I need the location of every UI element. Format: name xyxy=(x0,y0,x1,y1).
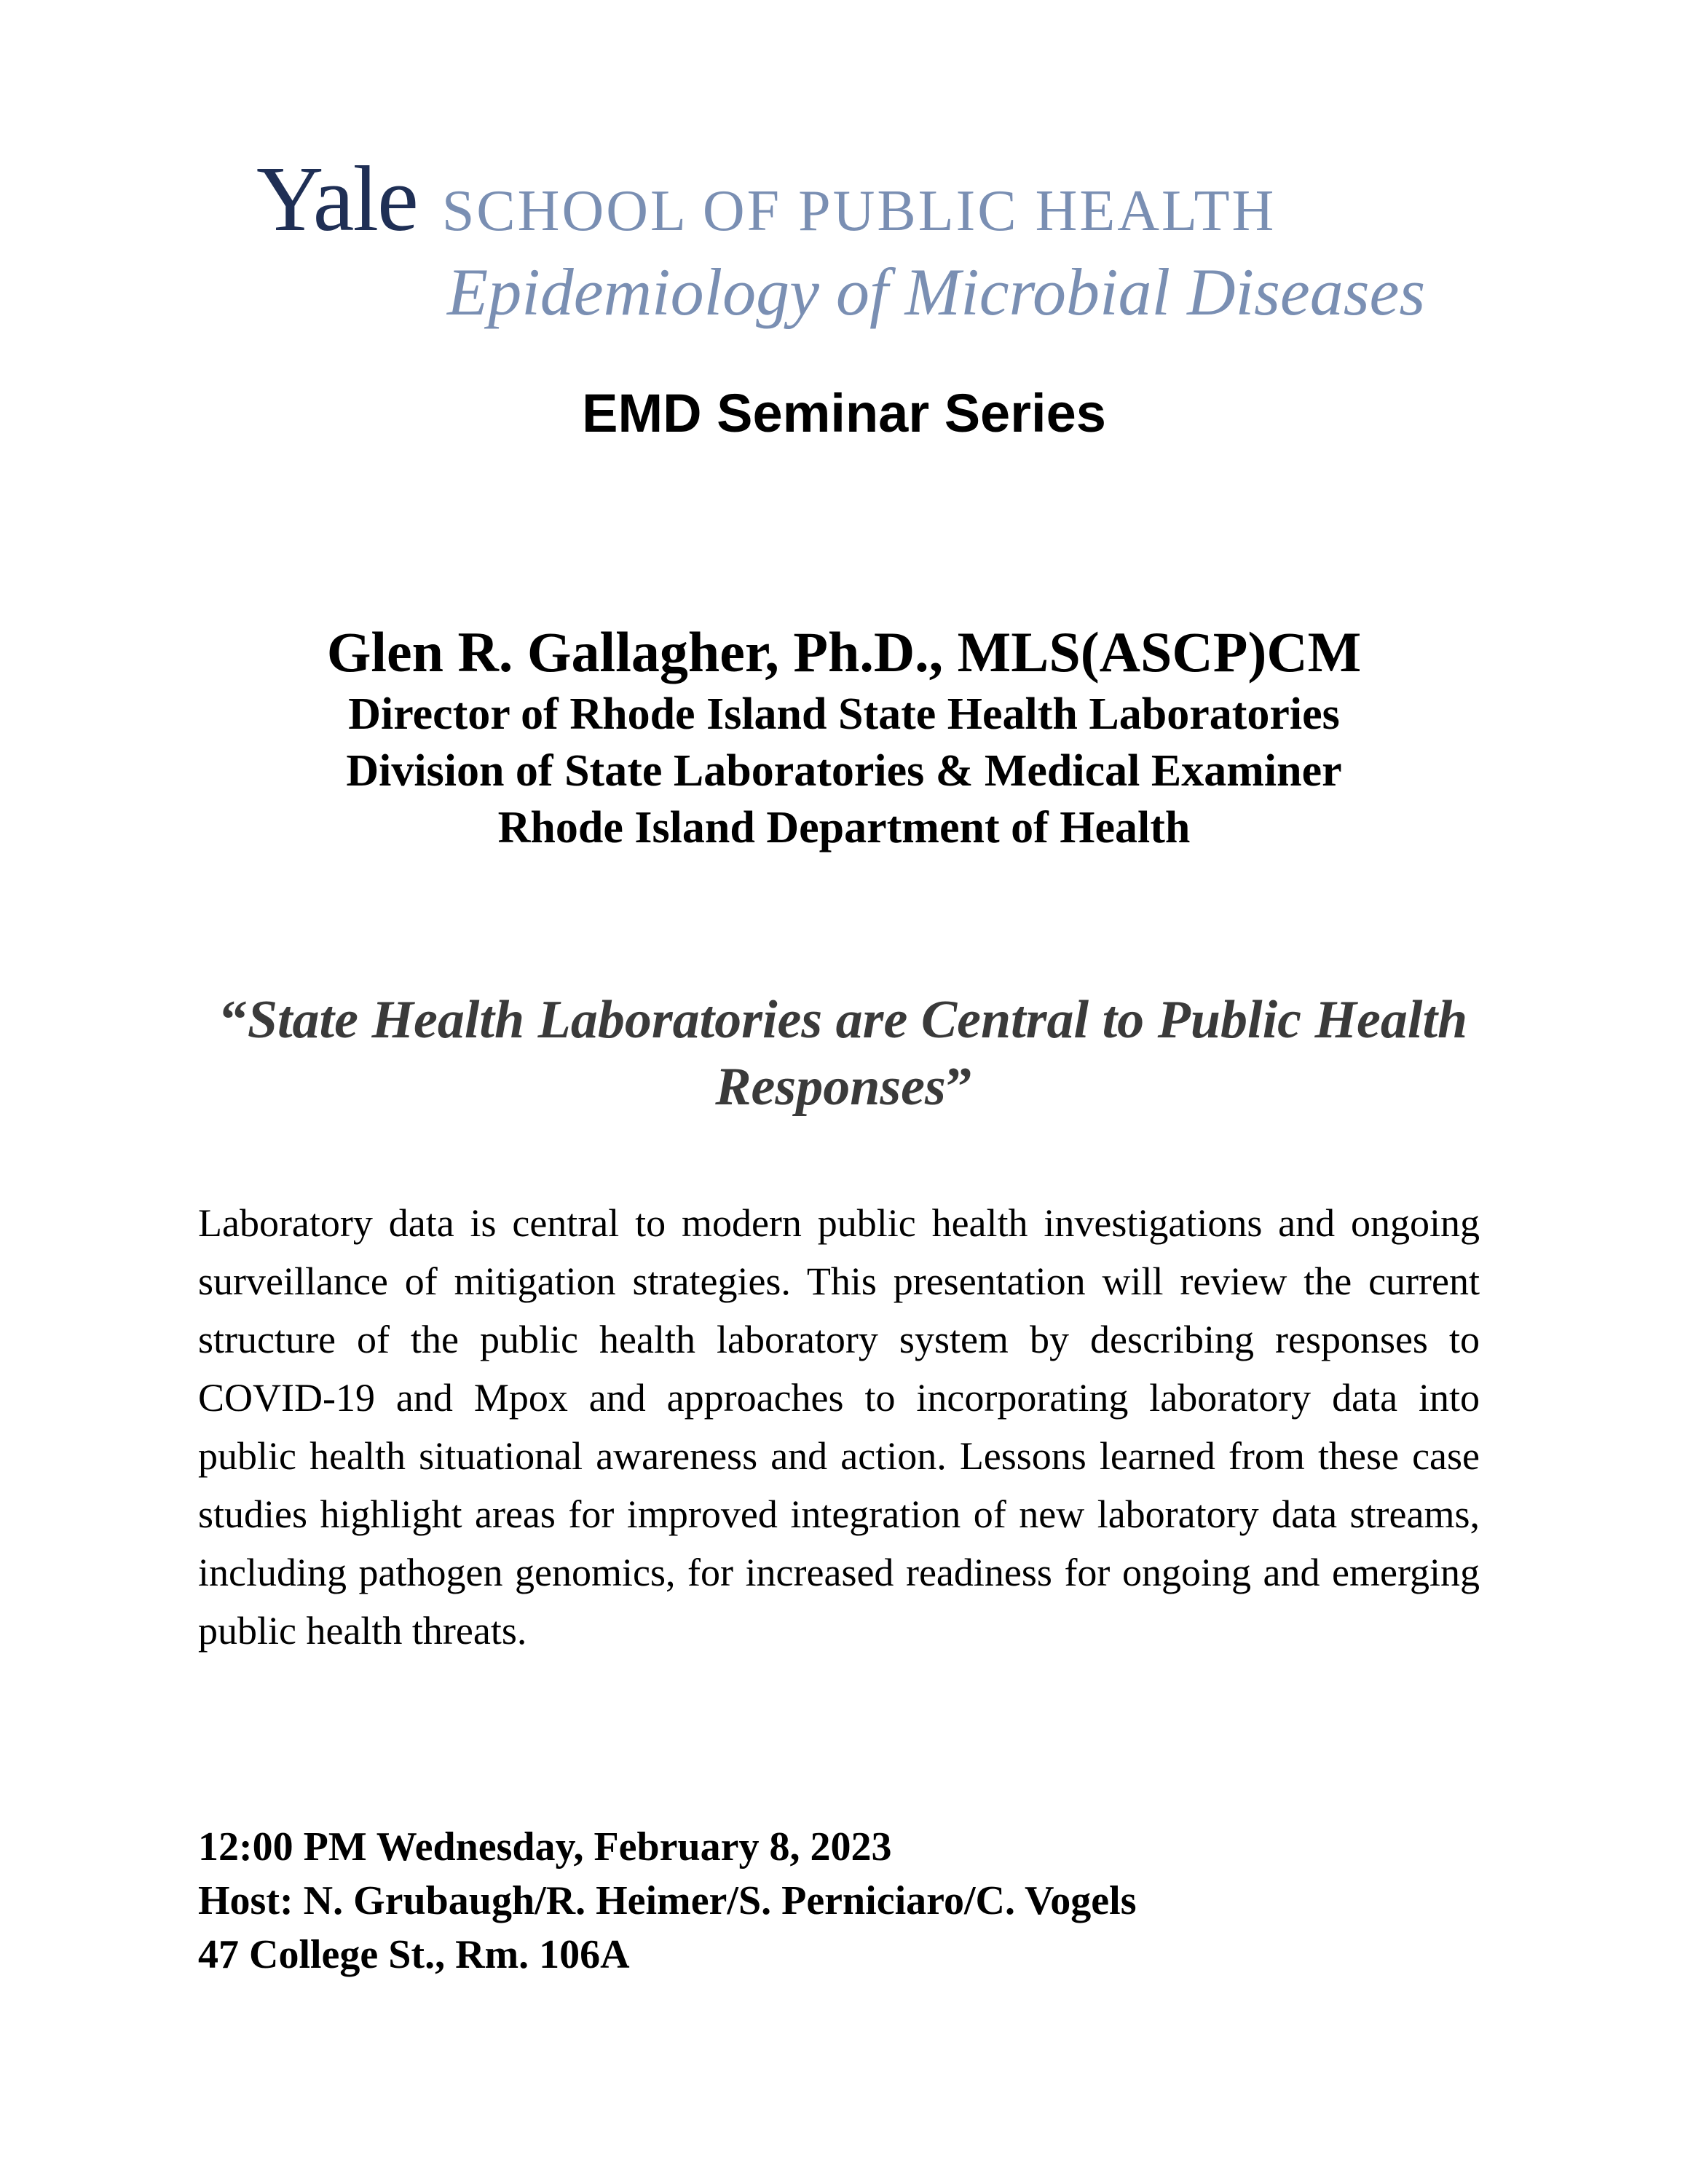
logo-department-name: Epidemiology of Microbial Diseases xyxy=(447,255,1426,329)
seminar-series-title: EMD Seminar Series xyxy=(582,383,1106,443)
speaker-division: Division of State Laboratories & Medical Examiner xyxy=(346,746,1342,796)
talk-abstract: Laboratory data is central to modern public health investigations and ongoing surveillance of mitigation strategies. This presentation will review the current structure of the public health laboratory system by describing responses to COVID-19 and Mpox and approaches to incorporating laboratory data into public health situational awareness and action. Lessons learned from these case studies highlight areas for improved integration of new laboratory data streams, including pathogen genomics, for increased readiness for ongoing and emerging public health threats. xyxy=(198,1201,1480,1653)
speaker-block xyxy=(0,619,1688,856)
talk-title-close-quote: ” xyxy=(945,1057,973,1117)
logo-yale-wordmark: Yale xyxy=(256,147,417,250)
logo-line-1 xyxy=(256,146,1276,253)
speaker-department: Rhode Island Department of Health xyxy=(497,803,1191,852)
event-host: Host: N. Grubaugh/R. Heimer/S. Perniciaro/C. Vogels xyxy=(198,1878,1137,1923)
talk-title-text: State Health Laboratories are Central to Public Health Responses xyxy=(247,990,1468,1117)
event-details xyxy=(198,1820,1509,1982)
talk-title-open-quote: “ xyxy=(220,990,248,1050)
talk-title xyxy=(146,986,1542,1120)
event-location: 47 College St., Rm. 106A xyxy=(198,1932,630,1977)
event-datetime: 12:00 PM Wednesday, February 8, 2023 xyxy=(198,1824,892,1870)
logo-school-name: SCHOOL OF PUBLIC HEALTH xyxy=(441,179,1277,243)
yale-sph-logo xyxy=(256,146,1451,342)
speaker-name: Glen R. Gallagher, Ph.D., MLS(ASCP)CM xyxy=(326,620,1362,684)
speaker-title: Director of Rhode Island State Health Laboratories xyxy=(348,689,1340,739)
